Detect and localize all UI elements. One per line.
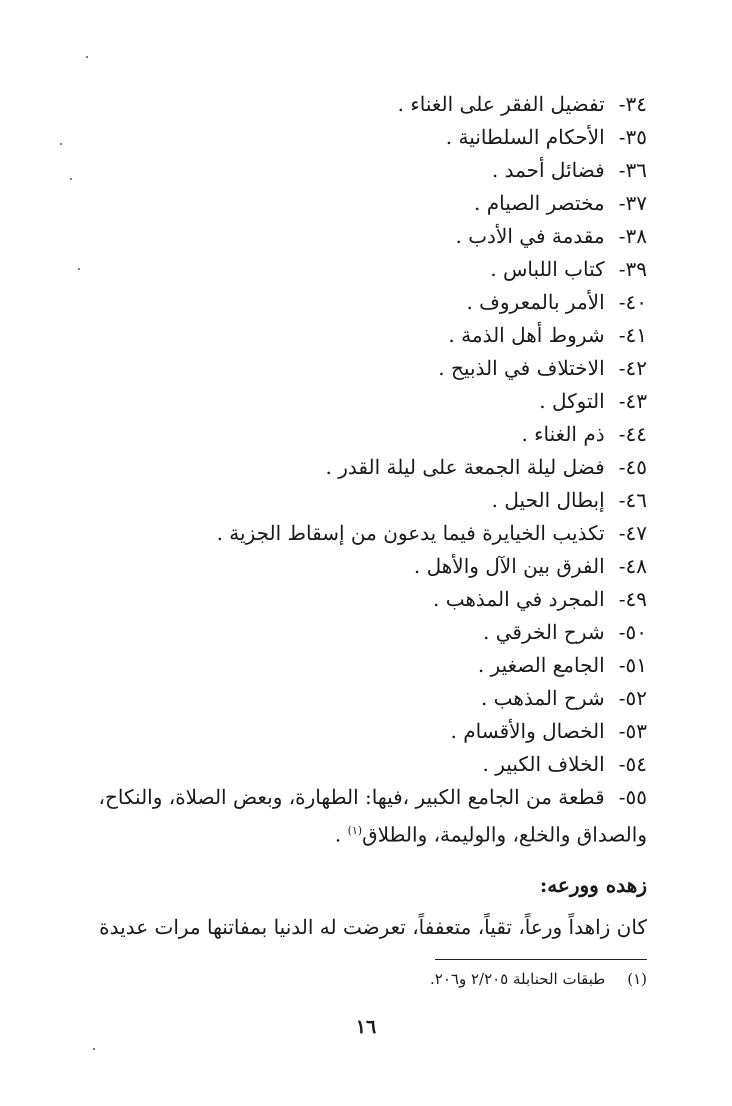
item-end-punct: . bbox=[334, 822, 342, 847]
item-number: ٤٠- bbox=[618, 290, 647, 314]
list-item bbox=[67, 253, 647, 286]
item-number: ٤٢- bbox=[618, 356, 647, 380]
list-item bbox=[67, 154, 647, 187]
item-text-line2-wrap bbox=[67, 814, 647, 852]
item-text: الأمر بالمعروف . bbox=[466, 290, 605, 314]
item-text: الخلاف الكبير . bbox=[482, 752, 605, 776]
item-number: ٥٢- bbox=[618, 686, 647, 710]
item-text: الأحكام السلطانية . bbox=[445, 125, 605, 149]
item-text: الاختلاف في الذبيح . bbox=[438, 356, 605, 380]
footnote-number: (١) bbox=[627, 970, 647, 988]
item-text: الجامع الصغير . bbox=[477, 653, 605, 677]
list-item-55 bbox=[67, 781, 647, 852]
footnote-text: طبقات الحنابلة ٢/٢٠٥ و٢٠٦. bbox=[429, 970, 606, 988]
speck bbox=[86, 56, 88, 58]
list-item bbox=[67, 715, 647, 748]
footnote bbox=[67, 970, 647, 988]
item-number: ٤٩- bbox=[618, 587, 647, 611]
item-number: ٤٧- bbox=[618, 521, 647, 545]
item-number: ٤٥- bbox=[618, 455, 647, 479]
list-item bbox=[67, 88, 647, 121]
list-item bbox=[67, 484, 647, 517]
item-text-line1: قطعة من الجامع الكبير ،فيها: الطهارة، وبعض الصلاة، والنكاح، bbox=[98, 785, 605, 809]
item-number: ٤٣- bbox=[618, 389, 647, 413]
page-number: ١٦ bbox=[355, 1016, 377, 1038]
footnote-reference: (١) bbox=[347, 824, 363, 837]
item-number: ٤٦- bbox=[618, 488, 647, 512]
list-item bbox=[67, 616, 647, 649]
item-text: المجرد في المذهب . bbox=[433, 587, 605, 611]
item-number: ٥١- bbox=[618, 653, 647, 677]
speck bbox=[93, 1048, 95, 1050]
item-text: مقدمة في الأدب . bbox=[455, 224, 605, 248]
item-text: مختصر الصيام . bbox=[474, 191, 605, 215]
item-text: كتاب اللباس . bbox=[490, 257, 605, 281]
item-text: تكذيب الخيايرة فيما يدعون من إسقاط الجزية . bbox=[216, 521, 605, 545]
item-number: ٥٠- bbox=[618, 620, 647, 644]
list-item bbox=[67, 319, 647, 352]
list-item bbox=[67, 748, 647, 781]
list-item bbox=[67, 286, 647, 319]
item-number: ٣٩- bbox=[618, 257, 647, 281]
footnote-divider bbox=[435, 959, 647, 960]
item-text: فضائل أحمد . bbox=[491, 158, 605, 182]
item-number: ٤١- bbox=[618, 323, 647, 347]
item-number: ٥٥- bbox=[618, 785, 647, 809]
speck bbox=[70, 178, 72, 180]
body-paragraph: كان زاهداً ورعاً، تقياً، متعففاً، تعرضت له الدنيا بمفاتنها مرات عديدة bbox=[99, 915, 647, 939]
item-text: شروط أهل الذمة . bbox=[448, 323, 605, 347]
list-item bbox=[67, 352, 647, 385]
item-text: شرح المذهب . bbox=[480, 686, 605, 710]
item-number: ٣٨- bbox=[618, 224, 647, 248]
item-number: ٣٧- bbox=[618, 191, 647, 215]
item-number: ٥٤- bbox=[618, 752, 647, 776]
item-text: التوكل . bbox=[539, 389, 605, 413]
list-item bbox=[67, 682, 647, 715]
speck bbox=[60, 143, 62, 145]
item-text: إبطال الحيل . bbox=[491, 488, 605, 512]
list-item bbox=[67, 418, 647, 451]
item-text: ذم الغناء . bbox=[521, 422, 605, 446]
list-item bbox=[67, 550, 647, 583]
list-item bbox=[67, 385, 647, 418]
list-item bbox=[67, 187, 647, 220]
item-number: ٣٥- bbox=[618, 125, 647, 149]
works-list bbox=[67, 88, 647, 852]
list-item bbox=[67, 451, 647, 484]
item-text-line2: والصداق والخلع، والوليمة، والطلاق bbox=[362, 822, 647, 847]
item-text: الفرق بين الآل والأهل . bbox=[413, 554, 605, 578]
item-text: فضل ليلة الجمعة على ليلة القدر . bbox=[325, 455, 605, 479]
item-text: تفضيل الفقر على الغناء . bbox=[397, 92, 605, 116]
speck bbox=[78, 268, 80, 270]
list-item bbox=[67, 121, 647, 154]
item-number: ٤٤- bbox=[618, 422, 647, 446]
list-item bbox=[67, 649, 647, 682]
item-text: شرح الخرقي . bbox=[483, 620, 605, 644]
item-text: الخصال والأقسام . bbox=[450, 719, 605, 743]
item-number: ٤٨- bbox=[618, 554, 647, 578]
item-number: ٣٤- bbox=[618, 92, 647, 116]
list-item bbox=[67, 220, 647, 253]
item-number: ٣٦- bbox=[618, 158, 647, 182]
section-heading: زهده وورعه: bbox=[539, 873, 647, 897]
item-number: ٥٣- bbox=[618, 719, 647, 743]
list-item bbox=[67, 517, 647, 550]
list-item bbox=[67, 583, 647, 616]
